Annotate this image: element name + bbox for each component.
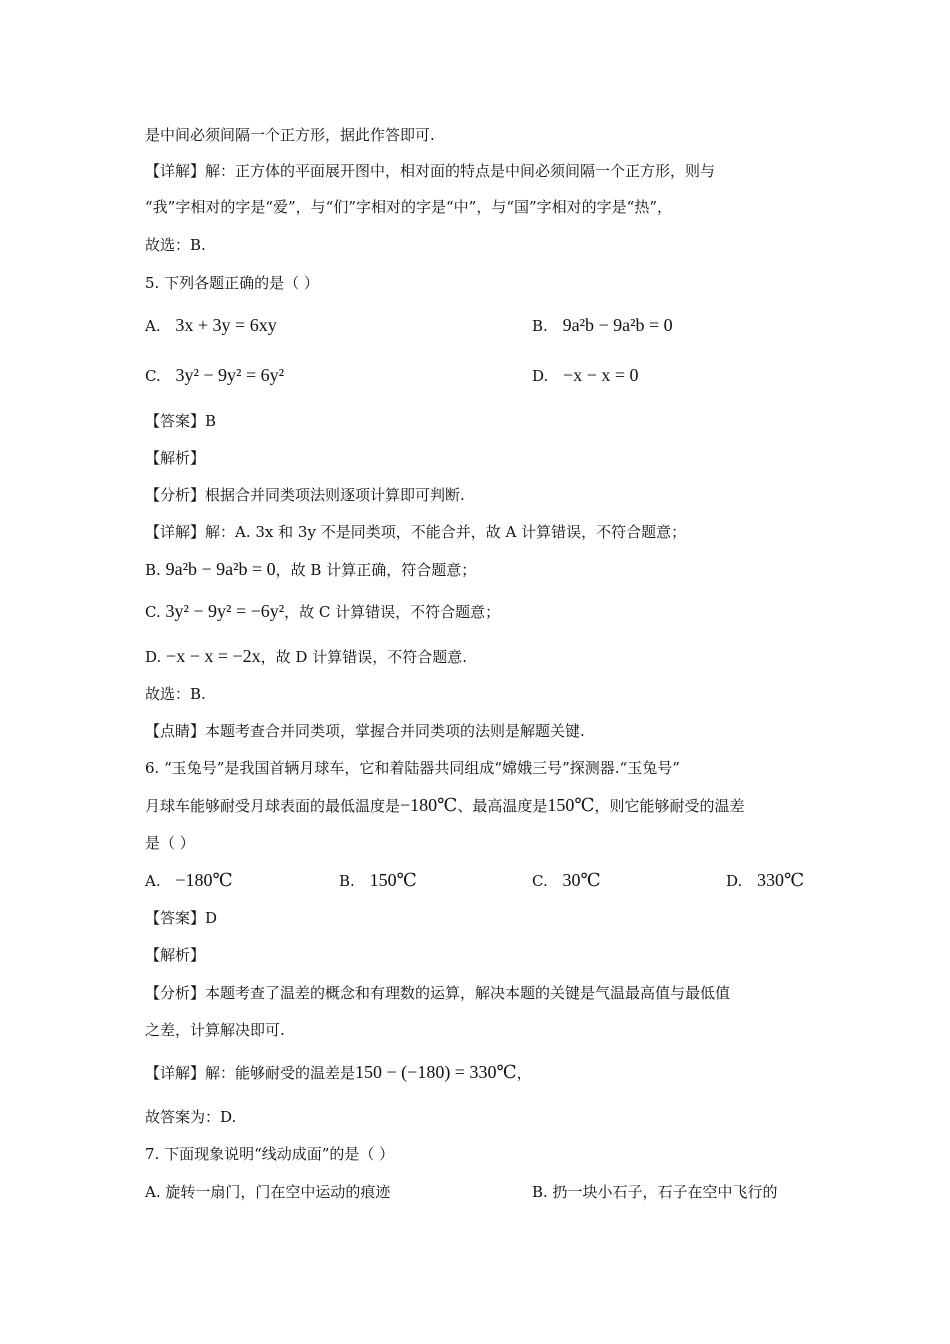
q5-option-b: [532, 314, 673, 337]
detail-text: ，故 B 计算正确，符合题意；: [275, 561, 477, 579]
question-6-stem-line1: 6. “玉兔号”是我国首辆月球车，它和着陆器共同组成“嫦娥三号”探测器.“玉兔号”: [145, 759, 680, 777]
option-label: A.: [145, 872, 161, 890]
q6-option-d: [726, 869, 804, 892]
q6-option-b: [339, 869, 417, 892]
question-6-stem-line3: 是（ ）: [145, 834, 195, 852]
option-label: D.: [532, 367, 549, 385]
text-line: 【详解】解：正方体的平面展开图中，相对面的特点是中间必须间隔一个正方形，则与: [145, 162, 716, 180]
option-expression: 3x + 3y = 6xy: [175, 315, 277, 335]
option-label: C.: [145, 367, 161, 385]
math-expression: −180℃: [400, 795, 458, 815]
q6-fenxi-line2: 之差，计算解决即可.: [145, 1021, 285, 1039]
q6-option-c: [532, 869, 601, 892]
q6-option-a: [145, 869, 233, 892]
option-expression: 9a²b − 9a²b = 0: [562, 315, 673, 335]
q6-answer: 【答案】D: [145, 909, 218, 927]
option-label: D.: [726, 872, 743, 890]
option-label: C.: [532, 872, 548, 890]
question-5-stem: 5. 下列各题正确的是（ ）: [145, 274, 319, 292]
option-expression: −180℃: [175, 870, 233, 890]
option-label: C.: [145, 603, 161, 621]
detail-text: 【详解】解：能够耐受的温差是: [145, 1064, 356, 1082]
math-expression: 9a²b − 9a²b = 0: [165, 559, 276, 579]
text-line: 故选：B.: [145, 236, 206, 254]
stem-text: 月球车能够耐受月球表面的最低温度是: [145, 797, 401, 815]
text-line: 是中间必须间隔一个正方形，据此作答即可.: [145, 126, 435, 144]
question-7-stem: 7. 下面现象说明“线动成面”的是（ ）: [145, 1145, 395, 1163]
q5-dianjing: 【点睛】本题考查合并同类项，掌握合并同类项的法则是解题关键.: [145, 722, 585, 740]
option-label: A.: [145, 317, 161, 335]
option-label: B.: [145, 561, 161, 579]
stem-text: 、最高温度是: [457, 797, 548, 815]
math-expression: −x − x = −2x: [166, 646, 261, 666]
q6-fenxi-line1: 【分析】本题考查了温差的概念和有理数的运算，解决本题的关键是气温最高值与最低值: [145, 984, 731, 1002]
option-label: B.: [339, 872, 355, 890]
q6-detail: [145, 1061, 532, 1084]
option-expression: 3y² − 9y² = 6y²: [175, 365, 284, 385]
q5-analysis-heading: 【解析】: [145, 449, 206, 467]
q5-option-d: [532, 364, 639, 387]
q7-option-a: A. 旋转一扇门，门在空中运动的痕迹: [145, 1183, 391, 1201]
math-expression: 3y² − 9y² = −6y²: [165, 601, 285, 621]
option-expression: 330℃: [757, 870, 805, 890]
detail-text: ，故 C 计算错误，不符合题意；: [284, 603, 501, 621]
question-6-stem-line2: [145, 794, 744, 817]
q5-fenxi: 【分析】根据合并同类项法则逐项计算即可判断.: [145, 486, 465, 504]
q5-detail-c: [145, 600, 500, 623]
text-line: “我”字相对的字是“爱”，与“们”字相对的字是“中”，与“国”字相对的字是“热”，: [145, 198, 673, 216]
q5-detail-d: [145, 645, 467, 668]
math-expression: 150℃: [547, 795, 595, 815]
option-expression: 30℃: [562, 870, 601, 890]
q5-detail-a: 【详解】解：A. 3x 和 3y 不是同类项，不能合并，故 A 计算错误，不符合题意；: [145, 523, 687, 541]
q6-analysis-heading: 【解析】: [145, 946, 206, 964]
q5-detail-b: [145, 558, 476, 581]
q5-option-c: [145, 364, 284, 387]
detail-text: ，故 D 计算错误，不符合题意.: [260, 648, 467, 666]
detail-text: ，: [516, 1064, 532, 1082]
q5-option-a: [145, 314, 277, 337]
option-expression: 150℃: [369, 870, 417, 890]
q6-conclusion: 故答案为：D.: [145, 1108, 237, 1126]
stem-text: ，则它能够耐受的温差: [594, 797, 745, 815]
option-expression: −x − x = 0: [563, 365, 639, 385]
q5-answer: 【答案】B: [145, 412, 217, 430]
option-label: D.: [145, 648, 162, 666]
math-expression: 150 − (−180) = 330℃: [355, 1062, 517, 1082]
q5-conclusion: 故选：B.: [145, 685, 206, 703]
q7-option-b: B. 扔一块小石子，石子在空中飞行的: [532, 1183, 778, 1201]
option-label: B.: [532, 317, 548, 335]
